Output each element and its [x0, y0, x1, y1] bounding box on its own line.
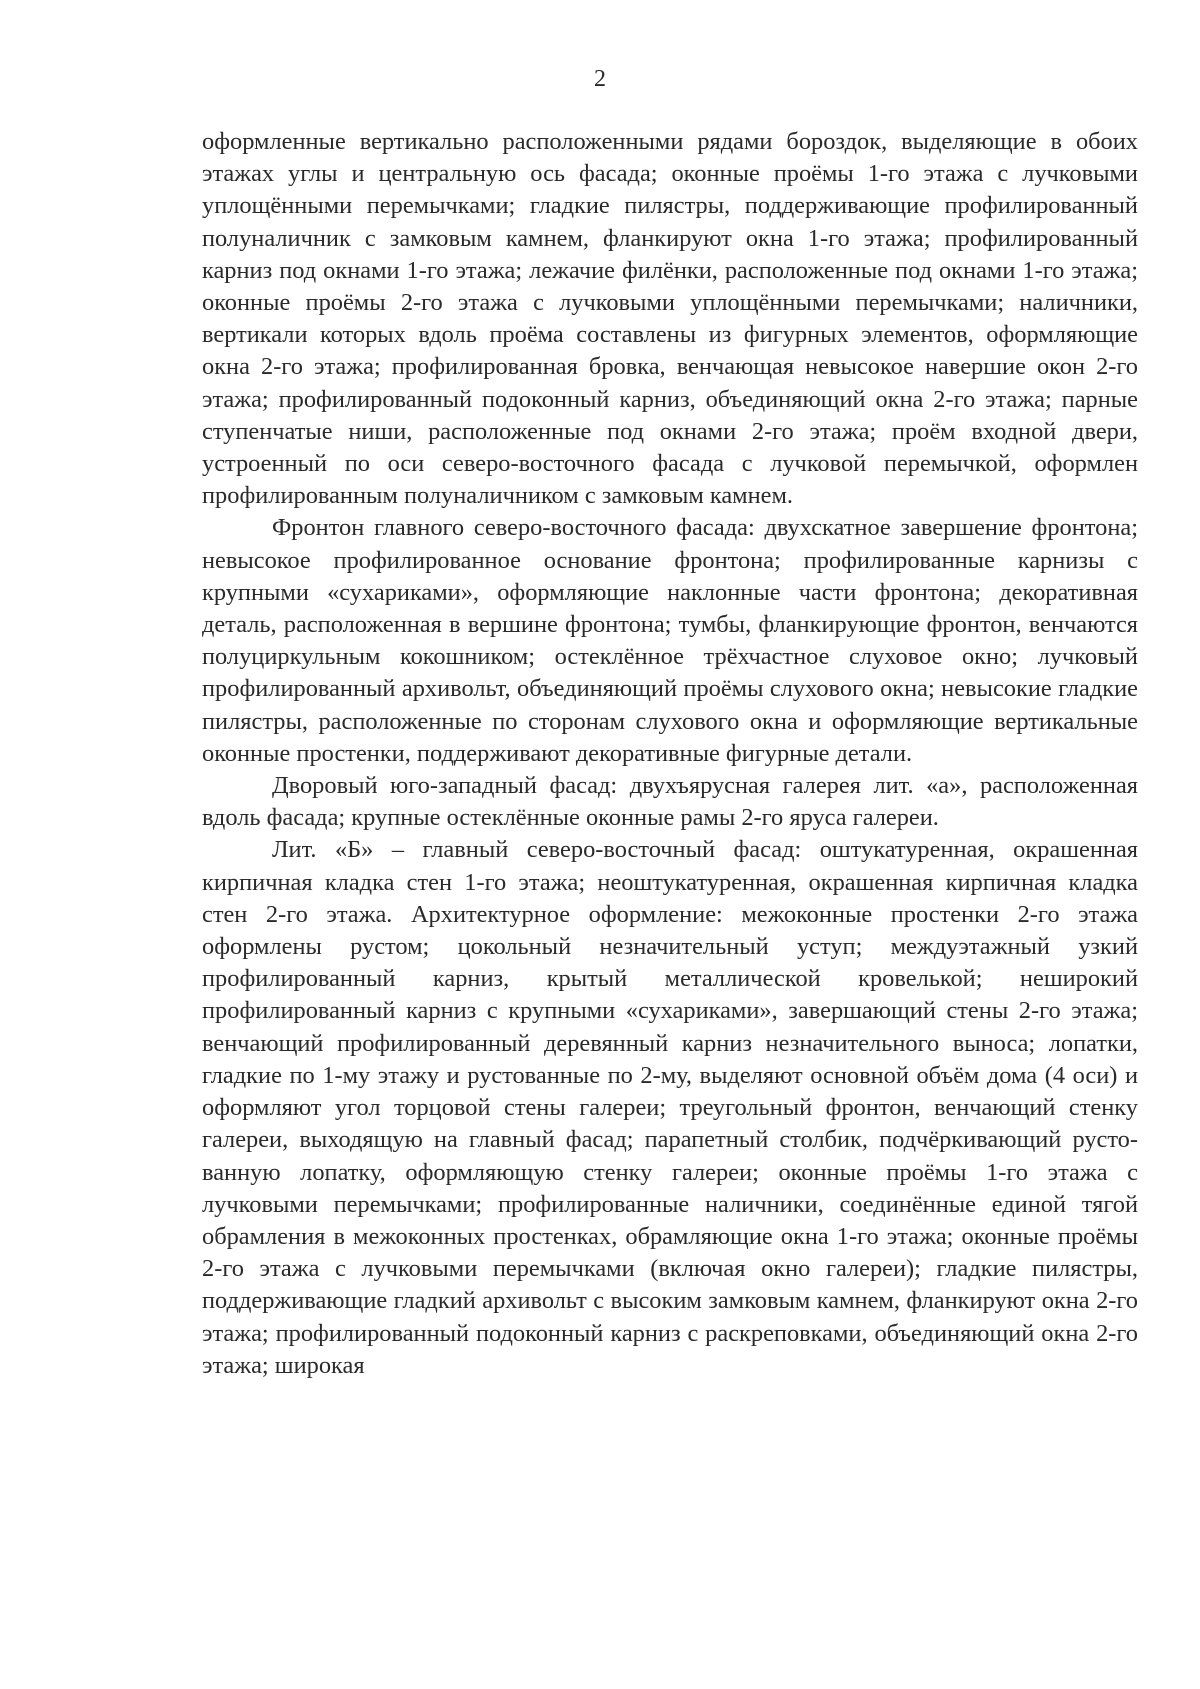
paragraph-facade-details-continued: оформленные вертикально расположенными рядами бороздок, выделяющие в обоих этажах углы и центральную ось фасада; оконные проёмы 1-го этажа с лучковыми уплощёнными перемычками; гладкие пилястры, поддерживающие профилированный полуналичник с замковым камнем, фланкируют окна 1-го этажа; профилированный карниз под окнами 1-го этажа; лежачие филёнки, расположенные под окнами 1-го этажа; оконные проёмы 2-го этажа с лучковыми уплощёнными перемычками; наличники, вертикали которых вдоль проёма составлены из фигурных элементов, оформляющие окна 2-го этажа; профилированная бровка, венчающая невысокое навершие окон 2-го этажа; профилированный подоконный карниз, объединяющий окна 2-го этажа; парные ступенчатые ниши, расположенные под окнами 2-го этажа; проём входной двери, устроенный по оси северо-восточного фасада с лучковой перемычкой, оформлен профилированным полуналичником с замковым камнем. [202, 128, 1138, 510]
paragraph-courtyard-facade: Дворовый юго-западный фасад: двухъярусная галерея лит. «а», расположенная вдоль фасада; крупные остеклённые оконные рамы 2-го яруса галереи. [202, 772, 1138, 832]
page-number: 2 [594, 66, 606, 92]
body-text [202, 126, 1138, 1382]
paragraph-lit-b-facade: Лит. «Б» – главный северо-восточный фасад: оштукатуренная, окрашенная кирпичная кладка стен 1-го этажа; неоштукатуренная, окрашенная кирпичная кладка стен 2-го этажа. Архитектурное оформление: межоконные простенки 2-го этажа оформлены рустом; цокольный незначительный уступ; междуэтажный узкий профилированный карниз, крытый металлической кровелькой; неширокий профилированный карниз с крупными «сухариками», завершающий стены 2-го этажа; венчающий профилированный деревянный карниз незначительного выноса; лопатки, гладкие по 1-му этажу и рустованные по 2-му, выделяют основной объём дома (4 оси) и оформляют угол торцовой стены галереи; треугольный фронтон, венчающий стенку галереи, выходящую на главный фасад; парапетный столбик, подчёркивающий рустованную лопатку, оформляющую стенку галереи; оконные проёмы 1-го этажа с лучковыми перемычками; профилированные наличники, соединённые единой тягой обрамления в межоконных простенках, обрамляющие окна 1-го этажа; оконные проёмы 2-го этажа с лучковыми перемычками (включая окно галереи); гладкие пилястры, поддерживающие гладкий архивольт с высоким замковым камнем, фланкируют окна 2-го этажа; профилированный подоконный карниз с раскреповками, объединяющий окна 2-го этажа; широкая [202, 836, 1138, 1379]
paragraph-pediment: Фронтон главного северо-восточного фасада: двухскатное завершение фронтона; невысокое профилированное основание фронтона; профилированные карнизы с крупными «сухариками», оформляющие наклонные части фронтона; декоративная деталь, расположенная в вершине фронтона; тумбы, фланкирующие фронтон, венчаются полуциркульным кокошником; остеклённое трёхчастное слуховое окно; лучковый профилированный архивольт, объединяющий проёмы слухового окна; невысокие гладкие пилястры, расположенные по сторонам слухового окна и оформляющие вертикальные оконные простенки, поддерживают декоративные фигурные детали. [202, 514, 1138, 767]
